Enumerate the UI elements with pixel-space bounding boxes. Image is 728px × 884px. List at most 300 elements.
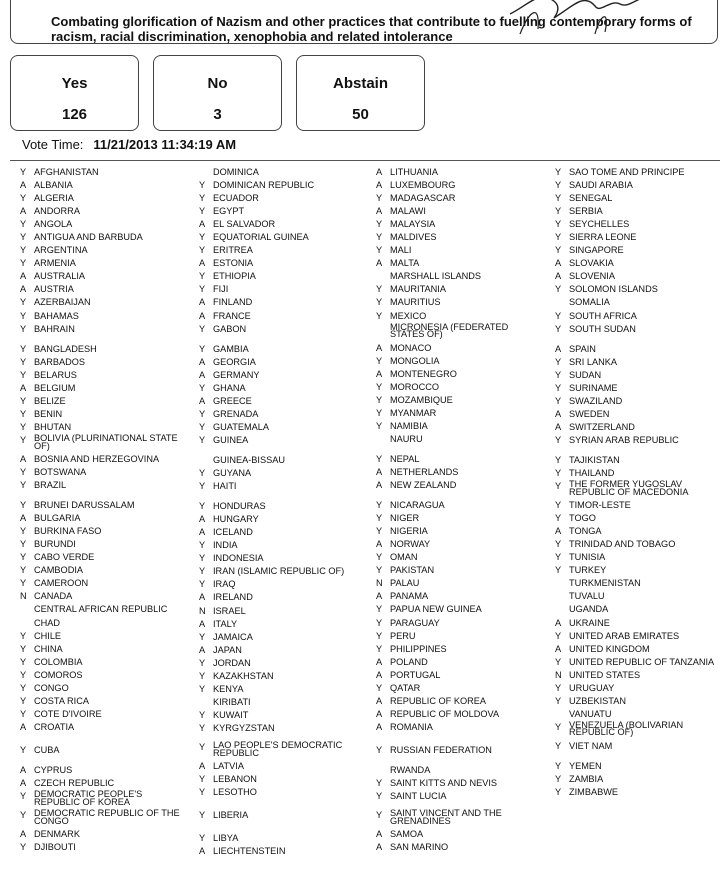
country-name: BRAZIL <box>34 480 67 491</box>
vote-mark: Y <box>555 167 562 177</box>
country-name: SEYCHELLES <box>569 219 630 230</box>
vote-mark: Y <box>199 741 206 752</box>
country-name: LUXEMBOURG <box>390 180 456 191</box>
country-name: COLOMBIA <box>34 656 83 667</box>
vote-mark: Y <box>555 356 562 367</box>
country-name: MOZAMBIQUE <box>390 394 453 405</box>
vote-mark: Y <box>555 180 562 191</box>
country-name: EL SALVADOR <box>213 219 276 230</box>
vote-mark: Y <box>555 481 562 492</box>
country-name-line-1: VENEZUELA (BOLIVARIAN <box>569 719 684 730</box>
country-name: GABON <box>213 323 247 334</box>
country-name: MONGOLIA <box>390 355 440 366</box>
abstain-tally-box <box>296 55 425 131</box>
country-name: SLOVENIA <box>569 271 615 282</box>
country-name: CROATIA <box>34 721 75 732</box>
vote-mark: Y <box>555 787 562 798</box>
country-name <box>34 432 178 451</box>
vote-mark: Y <box>555 395 562 406</box>
vote-mark: Y <box>376 355 383 366</box>
vote-mark: Y <box>199 284 206 295</box>
vote-mark: A <box>376 842 383 853</box>
vote-mark: Y <box>20 245 27 256</box>
vote-mark: Y <box>20 526 27 537</box>
vote-mark: A <box>199 395 206 406</box>
country-name: UZBEKISTAN <box>569 695 627 706</box>
country-name: ALBANIA <box>34 180 73 191</box>
country-name: SOUTH AFRICA <box>569 310 637 321</box>
country-name: PAPUA NEW GUINEA <box>390 604 482 615</box>
no-count: 3 <box>213 106 222 123</box>
country-name: CHILE <box>34 630 62 641</box>
vote-mark: A <box>376 669 383 680</box>
country-name: NEW ZEALAND <box>390 480 457 491</box>
country-name: SWITZERLAND <box>569 421 635 432</box>
country-name: AUSTRIA <box>34 284 74 295</box>
country-name: NAURU <box>390 433 423 444</box>
vote-mark: Y <box>376 232 383 243</box>
vote-mark: Y <box>199 206 206 217</box>
resolution-title-line-1: Combating glorification of Nazism and other practices that contribute to fuelling contemporary forms of <box>51 14 692 29</box>
country-name: GRENADA <box>213 408 259 419</box>
country-name: NAMIBIA <box>390 420 428 431</box>
vote-mark: Y <box>555 740 562 751</box>
vote-mark: A <box>555 617 562 628</box>
country-name: ARMENIA <box>34 258 76 269</box>
country-name: BRUNEI DARUSSALAM <box>34 500 135 511</box>
vote-mark: A <box>376 656 383 667</box>
vote-mark: Y <box>555 721 562 732</box>
country-name: LIECHTENSTEIN <box>213 846 286 857</box>
country-name <box>390 810 502 825</box>
vote-mark: Y <box>555 513 562 524</box>
country-name: PANAMA <box>390 591 429 602</box>
country-name: SOLOMON ISLANDS <box>569 284 658 295</box>
vote-mark: Y <box>20 297 27 308</box>
vote-mark: Y <box>199 434 206 445</box>
country-name: THAILAND <box>569 468 615 479</box>
country-name: SURINAME <box>569 382 618 393</box>
country-name: ARGENTINA <box>34 245 88 256</box>
vote-mark: Y <box>376 526 383 537</box>
vote-mark: Y <box>20 810 27 821</box>
country-name: MOROCCO <box>390 381 439 392</box>
vote-mark: Y <box>376 420 383 431</box>
vote-mark: Y <box>376 500 383 511</box>
vote-mark: Y <box>199 421 206 432</box>
vote-mark: Y <box>376 284 383 295</box>
country-name: SENEGAL <box>569 193 613 204</box>
country-name: BELIZE <box>34 395 66 406</box>
country-name: ANDORRA <box>34 206 80 217</box>
vote-mark: Y <box>20 395 27 406</box>
country-name <box>569 481 688 496</box>
country-name: TURKEY <box>569 565 607 576</box>
country-name: LITHUANIA <box>390 167 438 177</box>
vote-mark: A <box>199 846 206 857</box>
country-name: BELGIUM <box>34 382 76 393</box>
vote-mark: Y <box>376 310 383 321</box>
country-name: JAPAN <box>213 644 242 655</box>
vote-mark: Y <box>376 513 383 524</box>
vote-time-value: 11/21/2013 11:34:19 AM <box>93 137 237 152</box>
country-name: BOTSWANA <box>34 466 87 477</box>
country-name: KUWAIT <box>213 709 249 720</box>
vote-mark: Y <box>376 565 383 576</box>
yes-label: Yes <box>61 75 88 92</box>
vote-mark: A <box>376 591 383 602</box>
abstain-count: 50 <box>352 106 369 123</box>
country-name: BURUNDI <box>34 539 76 550</box>
vote-mark: A <box>199 219 206 230</box>
country-name: AUSTRALIA <box>34 271 86 282</box>
vote-mark: Y <box>20 323 27 334</box>
country-name <box>569 719 684 738</box>
country-name: EQUATORIAL GUINEA <box>213 232 309 243</box>
country-name: DOMINICAN REPUBLIC <box>213 180 315 191</box>
country-name-line-2: OF) <box>34 440 50 451</box>
vote-mark: Y <box>555 760 562 771</box>
vote-mark: A <box>20 180 27 191</box>
country-name: GAMBIA <box>213 343 249 354</box>
country-name: NORWAY <box>390 539 431 550</box>
vote-mark: Y <box>376 245 383 256</box>
vote-mark: Y <box>376 682 383 693</box>
resolution-title-line-2: racism, racial discrimination, xenophobia and related intolerance <box>51 29 453 44</box>
vote-mark: Y <box>20 219 27 230</box>
country-name: NIGER <box>390 513 420 524</box>
country-name-line-2: STATES OF) <box>390 329 443 340</box>
vote-mark: A <box>555 343 562 354</box>
country-name: UKRAINE <box>569 617 610 628</box>
country-name: ISRAEL <box>213 605 246 616</box>
country-name <box>390 321 509 340</box>
country-name: ALGERIA <box>34 193 74 204</box>
country-name: BENIN <box>34 408 63 419</box>
vote-mark: A <box>376 695 383 706</box>
vote-mark: Y <box>20 369 27 380</box>
country-name: SAUDI ARABIA <box>569 180 633 191</box>
country-name: MARSHALL ISLANDS <box>390 271 482 282</box>
vote-mark: A <box>555 526 562 537</box>
vote-mark: Y <box>555 219 562 230</box>
vote-mark: Y <box>555 695 562 706</box>
country-name-line-2: REPUBLIC OF MACEDONIA <box>569 486 689 497</box>
country-name: MALAWI <box>390 206 426 217</box>
country-name: HUNGARY <box>213 514 259 525</box>
country-name: BURKINA FASO <box>34 526 102 537</box>
vote-mark: A <box>376 180 383 191</box>
vote-mark: Y <box>199 271 206 282</box>
country-name: SWEDEN <box>569 408 610 419</box>
vote-mark: Y <box>555 454 562 465</box>
vote-mark: Y <box>20 343 27 354</box>
country-name-line-2: GRENADINES <box>390 815 451 826</box>
vote-mark: Y <box>555 500 562 511</box>
country-name: SOMALIA <box>569 297 610 308</box>
country-name: SINGAPORE <box>569 245 624 256</box>
vote-mark: N <box>376 578 383 589</box>
vote-mark: A <box>20 778 27 789</box>
vote-mark: Y <box>199 323 206 334</box>
vote-mark: Y <box>555 284 562 295</box>
country-name: MEXICO <box>390 310 427 321</box>
country-name-line-1: LAO PEOPLE'S DEMOCRATIC <box>213 739 343 750</box>
vote-mark: Y <box>20 842 27 853</box>
vote-mark: Y <box>376 778 383 789</box>
vote-mark: N <box>199 605 206 616</box>
vote-mark: A <box>199 527 206 538</box>
country-name: SWAZILAND <box>569 395 623 406</box>
country-name: ZIMBABWE <box>569 787 619 798</box>
vote-mark: A <box>199 760 206 771</box>
country-name: GERMANY <box>213 369 260 380</box>
vote-mark: Y <box>376 297 383 308</box>
vote-mark: A <box>20 764 27 775</box>
vote-mark: Y <box>199 709 206 720</box>
country-name: MYANMAR <box>390 407 437 418</box>
vote-mark: A <box>20 829 27 840</box>
vote-mark: Y <box>555 630 562 641</box>
vote-mark: Y <box>555 773 562 784</box>
vote-mark: Y <box>555 310 562 321</box>
vote-mark: Y <box>555 565 562 576</box>
country-name: TAJIKISTAN <box>569 454 620 465</box>
vote-mark: Y <box>555 656 562 667</box>
vote-mark: A <box>199 514 206 525</box>
country-name: SPAIN <box>569 343 596 354</box>
vote-mark: Y <box>376 453 383 464</box>
vote-mark: Y <box>376 643 383 654</box>
vote-mark: Y <box>20 565 27 576</box>
country-name: CUBA <box>34 744 60 755</box>
country-name: LIBERIA <box>213 810 249 821</box>
country-name: LIBYA <box>213 833 239 844</box>
vote-mark: N <box>20 591 27 602</box>
vote-time <box>22 137 236 152</box>
no-label: No <box>207 75 228 92</box>
country-name: JAMAICA <box>213 631 253 642</box>
country-name: FIJI <box>213 284 229 295</box>
country-name: AZERBAIJAN <box>34 297 91 308</box>
country-name: FINLAND <box>213 297 253 308</box>
vote-mark: Y <box>199 787 206 798</box>
country-name: SRI LANKA <box>569 356 617 367</box>
vote-mark: Y <box>199 810 206 821</box>
country-name: PERU <box>390 630 416 641</box>
country-name: AFGHANISTAN <box>34 167 99 177</box>
country-name: ITALY <box>213 618 238 629</box>
country-name: PARAGUAY <box>390 617 440 628</box>
country-name: FRANCE <box>213 310 251 321</box>
vote-mark: Y <box>20 480 27 491</box>
vote-mark: Y <box>20 258 27 269</box>
country-name-line-2: REPUBLIC OF KOREA <box>34 796 130 807</box>
country-name: LATVIA <box>213 760 244 771</box>
vote-mark: Y <box>20 193 27 204</box>
vote-mark: Y <box>199 833 206 844</box>
country-name: COTE D'IVOIRE <box>34 708 102 719</box>
country-name-line-1: BOLIVIA (PLURINATIONAL STATE <box>34 432 178 443</box>
vote-mark: Y <box>20 356 27 367</box>
country-name <box>213 739 343 758</box>
vote-mark: A <box>555 643 562 654</box>
country-name: IRAN (ISLAMIC REPUBLIC OF) <box>213 566 345 577</box>
country-name: UNITED STATES <box>569 669 641 680</box>
vote-mark: A <box>20 206 27 217</box>
country-name: ZAMBIA <box>569 773 604 784</box>
vote-mark: A <box>376 721 383 732</box>
country-name: PAKISTAN <box>390 565 435 576</box>
country-name-line-1: THE FORMER YUGOSLAV <box>569 479 682 490</box>
vote-mark: Y <box>199 245 206 256</box>
country-name: REPUBLIC OF KOREA <box>390 695 486 706</box>
country-name: ROMANIA <box>390 721 433 732</box>
vote-mark: Y <box>20 466 27 477</box>
country-name: ECUADOR <box>213 193 259 204</box>
country-name: GHANA <box>213 382 246 393</box>
country-name: CONGO <box>34 682 69 693</box>
country-name: ERITREA <box>213 245 253 256</box>
vote-mark: Y <box>20 744 27 755</box>
country-name: DENMARK <box>34 829 80 840</box>
vote-mark: Y <box>20 539 27 550</box>
country-name: PALAU <box>390 578 420 589</box>
vote-mark: Y <box>20 656 27 667</box>
country-name: REPUBLIC OF MOLDOVA <box>390 708 500 719</box>
vote-mark: A <box>199 297 206 308</box>
vote-mark: Y <box>376 744 383 755</box>
vote-mark: Y <box>199 481 206 492</box>
country-name: NICARAGUA <box>390 500 445 511</box>
vote-mark: A <box>555 408 562 419</box>
vote-mark: Y <box>20 630 27 641</box>
country-name: HAITI <box>213 481 237 492</box>
vote-mark: Y <box>555 193 562 204</box>
country-name: SYRIAN ARAB REPUBLIC <box>569 434 679 445</box>
country-name: GUINEA <box>213 434 249 445</box>
vote-mark: Y <box>199 579 206 590</box>
vote-mark: Y <box>199 540 206 551</box>
country-name: GUINEA-BISSAU <box>213 454 285 465</box>
country-name: TRINIDAD AND TOBAGO <box>569 539 676 550</box>
vote-mark: Y <box>376 381 383 392</box>
vote-mark: Y <box>555 369 562 380</box>
country-name: TIMOR-LESTE <box>569 500 631 511</box>
country-name: GEORGIA <box>213 356 256 367</box>
vote-mark: Y <box>199 343 206 354</box>
country-name: MAURITIUS <box>390 297 441 308</box>
vote-mark: Y <box>199 657 206 668</box>
country-name: BELARUS <box>34 369 77 380</box>
vote-mark: Y <box>199 468 206 479</box>
vote-mark: Y <box>199 774 206 785</box>
country-name-line-1: MICRONESIA (FEDERATED <box>390 321 509 332</box>
vote-mark: A <box>20 453 27 464</box>
vote-mark: Y <box>376 791 383 802</box>
country-name: IRAQ <box>213 579 236 590</box>
signature-scribble <box>500 0 670 44</box>
vote-mark: Y <box>376 604 383 615</box>
country-name: DOMINICA <box>213 167 259 177</box>
country-name: LEBANON <box>213 774 257 785</box>
country-name: MALDIVES <box>390 232 437 243</box>
vote-mark: A <box>199 592 206 603</box>
country-name: MADAGASCAR <box>390 193 456 204</box>
vote-mark: Y <box>555 206 562 217</box>
country-name: GREECE <box>213 395 252 406</box>
vote-mark: Y <box>20 669 27 680</box>
country-name: SAINT LUCIA <box>390 791 447 802</box>
divider <box>10 160 720 161</box>
country-name: UGANDA <box>569 604 609 615</box>
vote-mark: A <box>376 466 383 477</box>
vote-mark: A <box>199 310 206 321</box>
vote-mark: A <box>376 368 383 379</box>
country-name: PORTUGAL <box>390 669 441 680</box>
vote-mark: N <box>555 669 562 680</box>
vote-mark: Y <box>20 695 27 706</box>
vote-mark: Y <box>20 578 27 589</box>
country-name <box>34 810 180 825</box>
country-name: CENTRAL AFRICAN REPUBLIC <box>34 604 168 615</box>
country-name: HONDURAS <box>213 501 266 512</box>
country-name: SLOVAKIA <box>569 258 614 269</box>
country-name: ESTONIA <box>213 258 254 269</box>
country-name: QATAR <box>390 682 421 693</box>
country-name: VANUATU <box>569 708 612 719</box>
country-name: LESOTHO <box>213 787 257 798</box>
vote-mark: Y <box>199 501 206 512</box>
country-name-line-1: DEMOCRATIC PEOPLE'S <box>34 789 143 800</box>
vote-mark: Y <box>199 683 206 694</box>
country-name: CANADA <box>34 591 73 602</box>
vote-mark: Y <box>199 382 206 393</box>
vote-mark: A <box>376 829 383 840</box>
vote-mark: Y <box>555 434 562 445</box>
country-name: MALTA <box>390 258 420 269</box>
vote-mark: Y <box>20 434 27 445</box>
no-tally-box <box>153 55 282 131</box>
country-name: CABO VERDE <box>34 552 95 563</box>
vote-mark: Y <box>555 552 562 563</box>
country-name: CHAD <box>34 617 61 628</box>
country-name: UNITED KINGDOM <box>569 643 650 654</box>
country-name <box>34 791 142 806</box>
country-name: BAHRAIN <box>34 323 75 334</box>
vote-mark: Y <box>199 180 206 191</box>
country-name: KAZAKHSTAN <box>213 670 274 681</box>
country-name: GUATEMALA <box>213 421 269 432</box>
vote-mark: Y <box>555 468 562 479</box>
yes-tally-box <box>10 55 139 131</box>
country-name: CAMBODIA <box>34 565 84 576</box>
vote-mark: Y <box>555 245 562 256</box>
country-name: MONTENEGRO <box>390 368 457 379</box>
country-name-line-1: SAINT VINCENT AND THE <box>390 808 502 819</box>
country-name: BULGARIA <box>34 513 81 524</box>
vote-mark: A <box>20 284 27 295</box>
vote-mark: A <box>555 421 562 432</box>
vote-mark: Y <box>376 193 383 204</box>
country-name: SAN MARINO <box>390 842 449 853</box>
country-name: MONACO <box>390 342 432 353</box>
vote-mark: Y <box>20 708 27 719</box>
vote-mark: Y <box>376 394 383 405</box>
vote-mark: Y <box>555 382 562 393</box>
country-name: CYPRUS <box>34 764 73 775</box>
country-name: RUSSIAN FEDERATION <box>390 744 492 755</box>
